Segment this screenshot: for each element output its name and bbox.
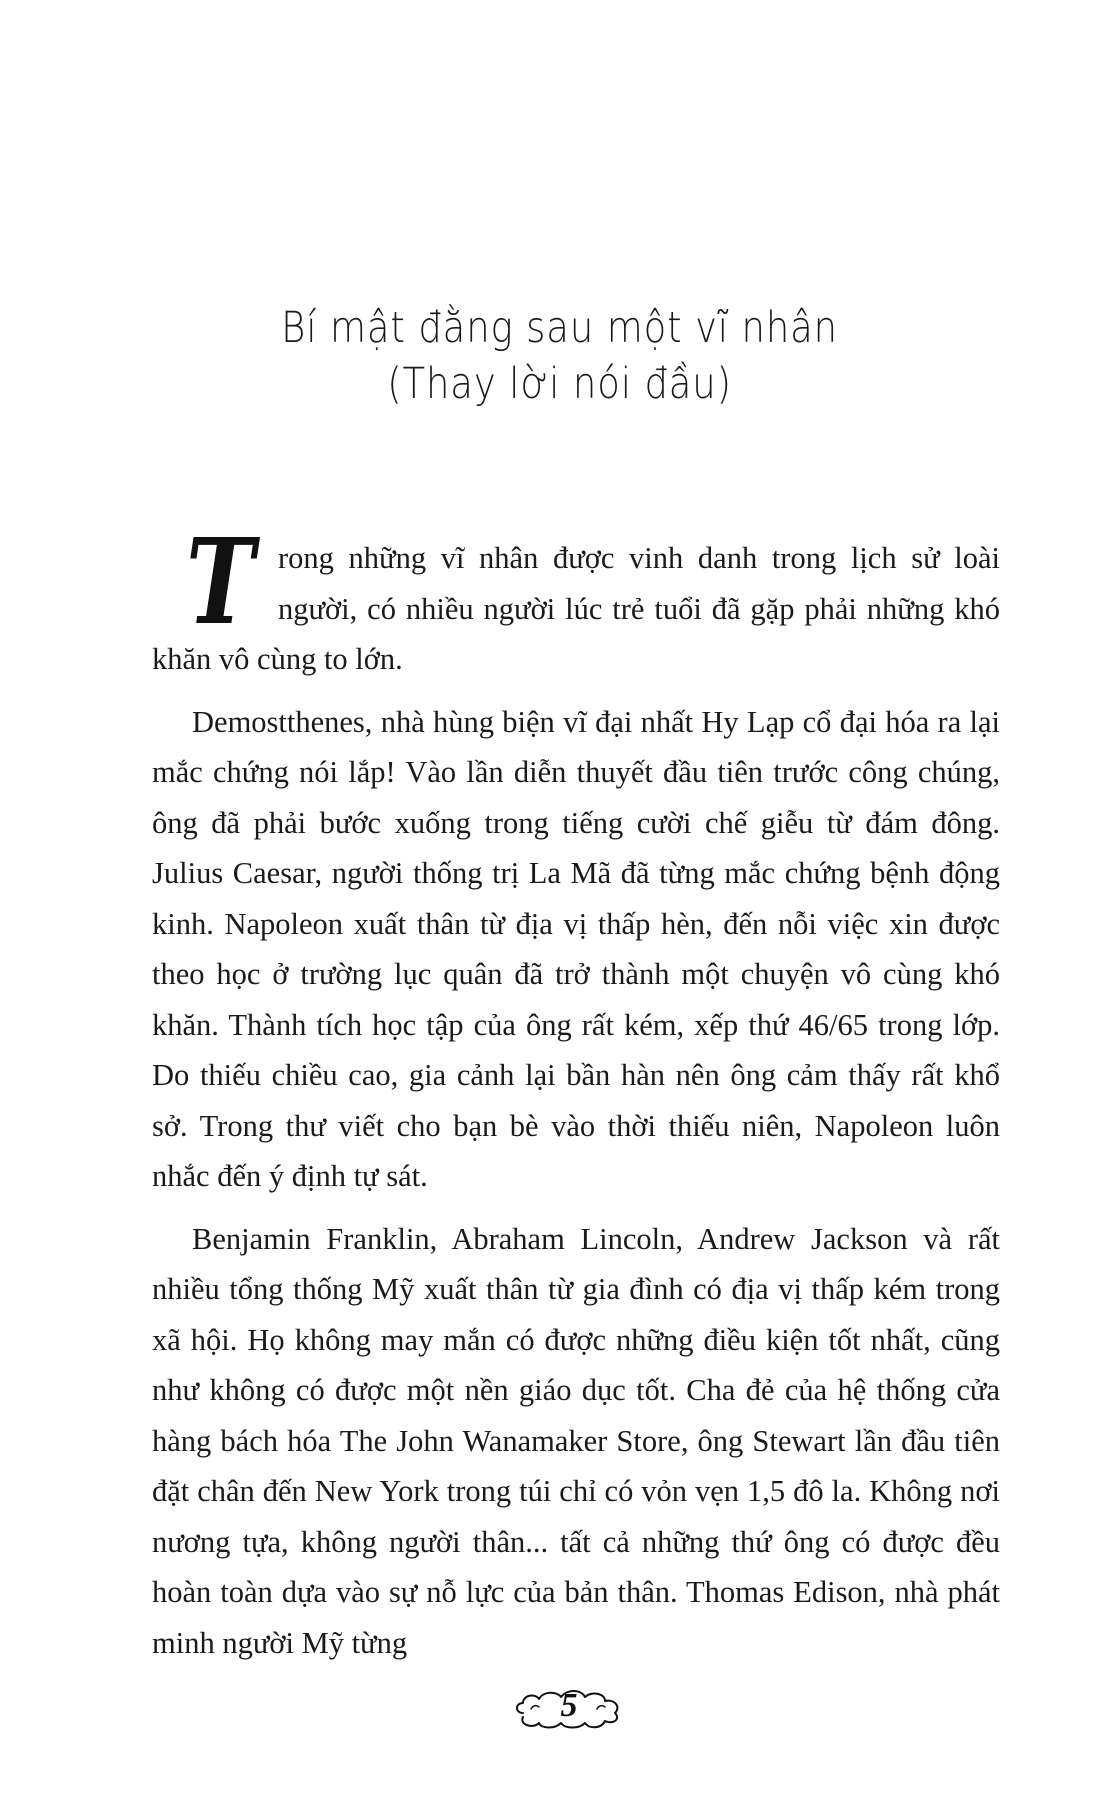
page-number-ornament <box>509 1683 629 1731</box>
body-text <box>152 512 1000 1668</box>
paragraph-2: Demostthenes, nhà hùng biện vĩ đại nhất Hy Lạp cổ đại hóa ra lại mắc chứng nói lắp! Vào lần diễn thuyết đầu tiên trước công chúng, ông đã phải bước xuống trong tiếng cười chế giễu từ đám đông. Julius Caesar, người thống trị La Mã đã từng mắc chứng bệnh động kinh. Napoleon xuất thân từ địa vị thấp hèn, đến nỗi việc xin được theo học ở trường lục quân đã trở thành một chuyện vô cùng khó khăn. Thành tích học tập của ông rất kém, xếp thứ 46/65 trong lớp. Do thiếu chiều cao, gia cảnh lại bần hàn nên ông cảm thấy rất khổ sở. Trong thư viết cho bạn bè vào thời thiếu niên, Napoleon luôn nhắc đến ý định tự sát. <box>152 704 1000 1193</box>
chapter-title-line-2: (Thay lời nói đầu) <box>387 359 732 409</box>
chapter-title-line-1: Bí mật đằng sau một vĩ nhân <box>281 303 838 353</box>
drop-cap-letter: T <box>186 512 255 651</box>
chapter-title <box>78 300 1040 412</box>
paragraph-1-text: rong những vĩ nhân được vinh danh trong lịch sử loài người, có nhiều người lúc trẻ tuổi đã gặp phải những khó khăn vô cùng to lớn. <box>152 541 1000 676</box>
paragraph-1 <box>152 512 1000 685</box>
page-number: 5 <box>560 1687 578 1724</box>
paragraph-3: Benjamin Franklin, Abraham Lincoln, Andrew Jackson và rất nhiều tổng thống Mỹ xuất thân từ gia đình có địa vị thấp kém trong xã hội. Họ không may mắn có được những điều kiện tốt nhất, cũng như không có được một nền giáo dục tốt. Cha đẻ của hệ thống cửa hàng bách hóa The John Wanamaker Store, ông Stewart lần đầu tiên đặt chân đến New York trong túi chỉ có vỏn vẹn 1,5 đô la. Không nơi nương tựa, không người thân... tất cả những thứ ông có được đều hoàn toàn dựa vào sự nỗ lực của bản thân. Thomas Edison, nhà phát minh người Mỹ từng <box>152 1221 1000 1660</box>
